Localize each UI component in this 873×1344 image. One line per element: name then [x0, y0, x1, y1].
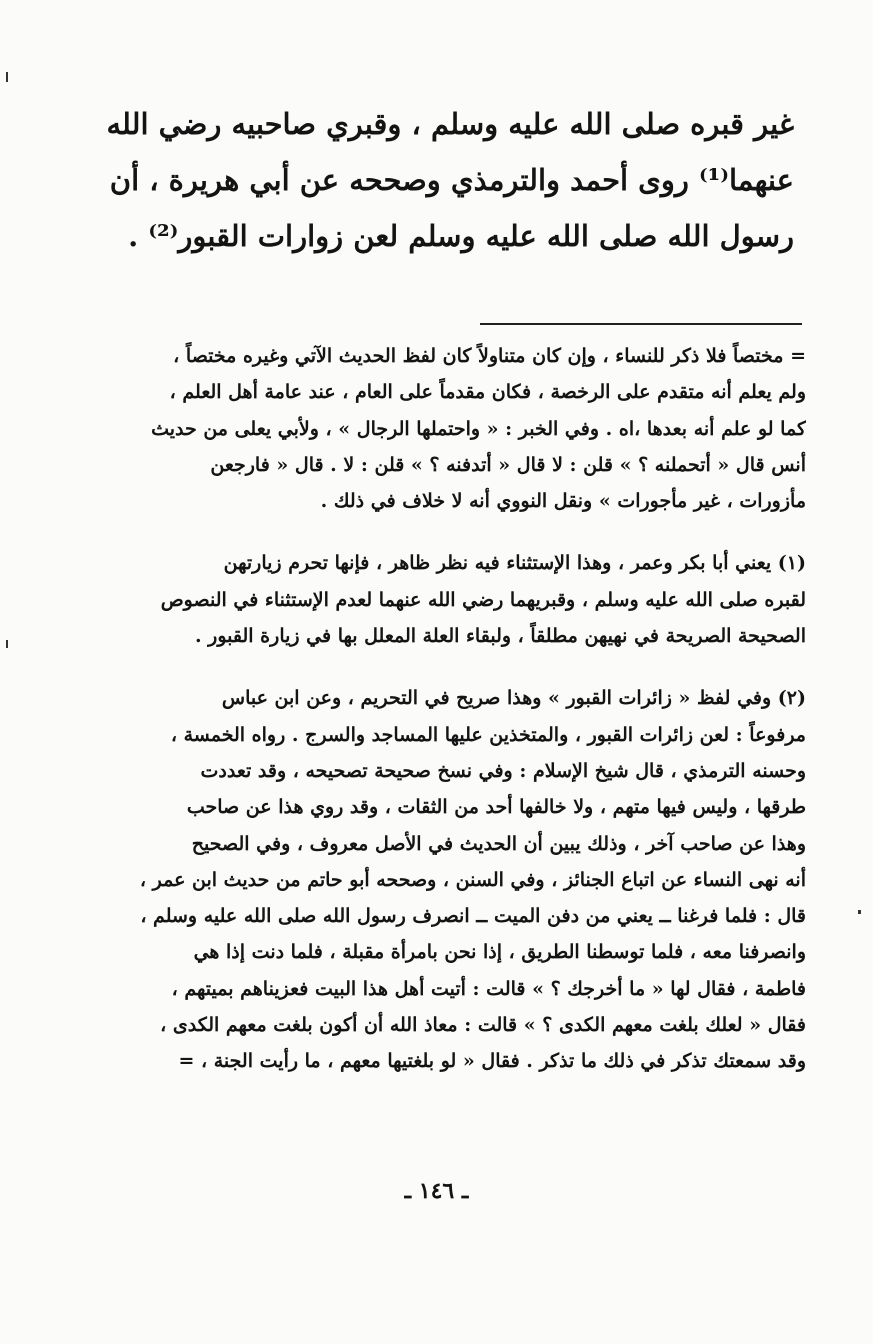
footnote-line: أنه نهى النساء عن اتباع الجنائز ، وفي السنن ، وصححه أبو حاتم من حديث ابن عمر ، — [139, 868, 806, 891]
footnote-line: = مختصاً فلا ذكر للنساء ، وإن كان متناولاً كان لفظ الحديث الآتي وغيره مختصاً ، — [173, 345, 806, 367]
footnote-line: وحسنه الترمذي ، قال شيخ الإسلام : وفي نسخ صحيحة تصحيحه ، وقد تعددت — [200, 759, 806, 782]
footnote-line: قال : فلما فرغنا ــ يعني من دفن الميت ــ انصرف رسول الله صلى الله عليه وسلم ، — [140, 905, 806, 928]
footnote-line: (٢) وفي لفظ « زائرات القبور » وهذا صريح في التحريم ، وعن ابن عباس — [221, 687, 806, 710]
footnotes — [58, 338, 806, 1080]
footnote-line: طرقها ، وليس فيها متهم ، ولا خالفها أحد من الثقات ، وقد روي هذا عن صاحب — [186, 796, 806, 819]
main-text — [70, 96, 794, 264]
main-line: رسول الله صلى الله عليه وسلم لعن زوارات القبور⁽²⁾ . — [128, 219, 794, 253]
footnote-2 — [58, 680, 806, 1079]
footnote-line: الصحيحة الصريحة في نهيهن مطلقاً ، ولبقاء العلة المعلل بها في زيارة القبور . — [194, 625, 806, 648]
page-number: ـ ١٤٦ ـ — [404, 1178, 469, 1204]
footnote-line: فقال « لعلك بلغت معهم الكدى ؟ » قالت : معاذ الله أن أكون بلغت معهم الكدى ، — [160, 1014, 806, 1037]
footnote-separator — [480, 323, 802, 325]
footnote-line: ولم يعلم أنه متقدم على الرخصة ، فكان مقدماً على العام ، عند عامة أهل العلم ، — [169, 381, 806, 404]
footnote-line: (١) يعني أبا بكر وعمر ، وهذا الإستثناء فيه نظر ظاهر ، فإنها تحرم زيارتهن — [223, 552, 806, 575]
footnote-line: مأزورات ، غير مأجورات » ونقل النووي أنه لا خلاف في ذلك . — [320, 490, 806, 513]
footnote-line: وانصرفنا معه ، فلما توسطنا الطريق ، إذا نحن بامرأة مقبلة ، فلما دنت إذا هي — [193, 941, 806, 964]
main-line: عنهما⁽¹⁾ روى أحمد والترمذي وصححه عن أبي هريرة ، أن — [109, 163, 794, 197]
main-line: غير قبره صلى الله عليه وسلم ، وقبري صاحبيه رضي الله — [106, 107, 794, 141]
footnote-line: مرفوعاً : لعن زائرات القبور ، والمتخذين عليها المساجد والسرج . رواه الخمسة ، — [170, 723, 806, 746]
footnote-1 — [58, 545, 806, 654]
footnote-line: وقد سمعتك تذكر في ذلك ما تذكر . فقال « لو بلغتيها معهم ، ما رأيت الجنة ، = — [178, 1050, 806, 1073]
footnote-line: لقبره صلى الله عليه وسلم ، وقبريهما رضي الله عنهما لعدم الإستثناء في النصوص — [160, 588, 806, 611]
footnote-line: فاطمة ، فقال لها « ما أخرجك ؟ » قالت : أتيت أهل هذا البيت فعزيناهم بميتهم ، — [171, 977, 806, 1000]
footnote-line: أنس قال « أتحملنه ؟ » قلن : لا قال « أتدفنه ؟ » قلن : لا . قال « فارجعن — [210, 453, 806, 476]
footnote-line: وهذا عن صاحب آخر ، وذلك يبين أن الحديث في الأصل معروف ، وفي الصحيح — [191, 832, 806, 855]
scan-mark-left — [6, 640, 8, 648]
scan-mark-top-left — [6, 72, 8, 82]
footnote-line: كما لو علم أنه بعدها ،اه . وفي الخبر : « واحتملها الرجال » ، ولأبي يعلى من حديث — [151, 417, 806, 440]
footnote-continuation — [58, 338, 806, 519]
scan-mark-right — [858, 910, 861, 914]
